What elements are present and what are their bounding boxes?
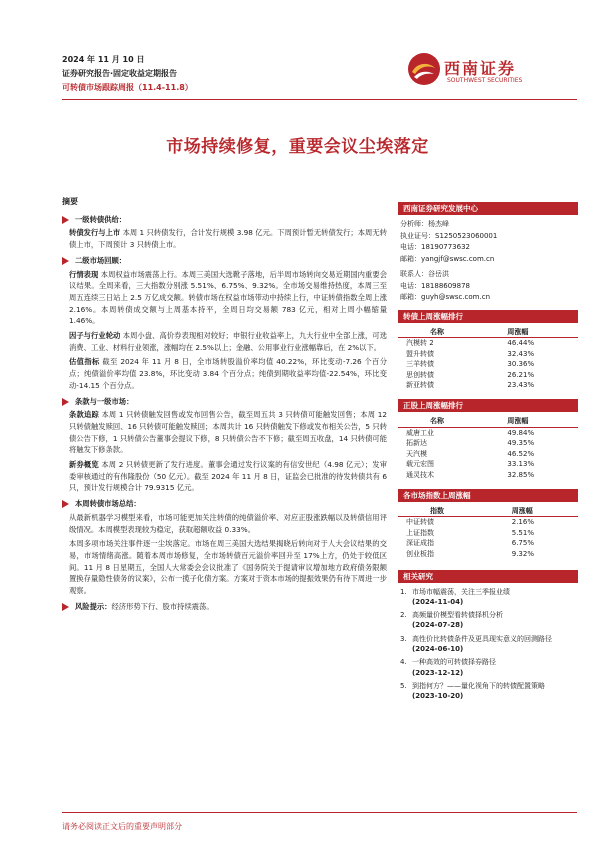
table-row: 天汽模 46.52%	[406, 449, 535, 458]
triangle-bullet-icon	[62, 398, 69, 406]
table-header: 指数 周涨幅	[398, 506, 578, 517]
paragraph: 行情表现 本周权益市场震荡上行。本周三美国大选靴子落地，后半周市场转向交易近期国内重要会议结果。全周来看，三大指数分别涨 5.51%、6.75%、9.32%。全市场交易维持热度，本周三至周五连续三日站上 2.5 万亿成交额。转债市场在权益市场带动中持续上行，中证转债指数全周上涨 2.16%。本周转债成交额与上周基本持平，全周日均交易额 783 亿元，相对上周小幅缩量 1.46%。	[69, 269, 387, 326]
triangle-bullet-icon	[62, 257, 69, 265]
table-row: 创业板指 9.32%	[406, 550, 534, 558]
table-row: 中证转债 2.16%	[406, 518, 534, 527]
analyst-email[interactable]: 邮箱：yangjf@swsc.com.cn	[400, 254, 495, 263]
related-item[interactable]: 3. 高性价比转债条件及更具现实意义的回测路径 (2024-06-10)	[400, 634, 552, 654]
paragraph: 估值指标 截至 2024 年 11 月 8 日，全市场转股溢价率均值 40.22%，环比变动-7.26 个百分点；纯债溢价率均值 23.8%，环比变动 3.84 个百分点；纯债到期收益率均值-22.54%，环比变动-14.15 个百分点。	[69, 357, 388, 390]
analyst-email[interactable]: 邮箱：guyh@swsc.com.cn	[400, 293, 491, 301]
analyst-info	[398, 219, 578, 304]
abstract-label: 摘要	[62, 197, 78, 206]
table-stock-top-gainers	[398, 399, 578, 481]
paragraph: 本周多项市场关注事件逐一尘埃落定。市场在周三美国大选结果揭晓后转向对于人大会议结果的交易，市场情绪高涨。随着本周市场修复，全市场转债百元溢价率回升至 17%上方，仍处于较低区间。11 月 8 日星期五，全国人大常委会会议批准了《国务院关于提请审议增加地方政府债务限额置换存量隐性债务的议案》，公布一揽子化债方案。方案对于资本市场的提振效果仍有待下周进一步观察。	[69, 539, 387, 596]
table-title: 正股上周涨幅排行	[398, 399, 578, 412]
section-summary	[62, 498, 387, 597]
header-rule	[62, 99, 577, 100]
report-date: 2024 年 11 月 10 日	[62, 55, 145, 64]
section-heading: 一级转债供给：	[62, 214, 387, 226]
logo-name-cn: 西南证券	[444, 59, 517, 78]
footer-rule	[62, 812, 577, 813]
paragraph: 从最新机器学习模型来看，市场可能更加关注转债的纯债溢价率、对应正股涨跌幅以及转债信用评级情况。本周模型表现较为稳定，获取超额收益 0.33%。	[69, 512, 387, 534]
report-title: 市场持续修复，重要会议尘埃落定	[166, 137, 429, 157]
table-row: 载元宏图 33.13%	[406, 460, 535, 469]
triangle-bullet-icon	[62, 603, 69, 611]
table-title: 转债上周涨幅排行	[398, 310, 578, 323]
paragraph: 新券概览 本周 2 只转债更新了发行进度。董事会通过发行议案的有信安世纪（4.98 亿元）；发审委审核通过的有伟隆股份（50 亿元）。截至 2024 年 11 月 8 日，证监会已批准的待发转债共有 6 只，预计发行规模合计 79.9315 亿元。	[69, 460, 388, 493]
section-heading: 二级市场回顾：	[62, 255, 387, 267]
analyst-line: 执业证号：S1250523060001	[400, 231, 498, 240]
company-logo	[407, 52, 577, 96]
section-heading: 本周转债市场总结：	[62, 498, 387, 510]
analyst-bar: 西南证券研究发展中心	[398, 202, 578, 215]
report-series: 可转债市场跟踪周报（11.4-11.8）	[62, 83, 193, 92]
table-header: 名称 周涨幅	[398, 416, 578, 427]
section-secondary-market	[62, 255, 387, 392]
related-item[interactable]: 1. 市场市幅震荡，关注三季报业绩 (2024-11-04)	[400, 587, 510, 606]
paragraph: 条款追踪 本周 1 只转债触发回售或发布回售公告，截至周五共 3 只转债可能触发回售；本周 12 只转债触发赎回、16 只转债可能触发赎回；本周共计 16 只转债触发下修或发布相关公告，5 只转债公告下修，1 只转债公告董事会提议下修，8 只转债公告不下修；截至周五收盘，14 只转债可能将触发下修条款。	[69, 410, 388, 455]
table-row: 三羊转债 30.36%	[406, 360, 535, 369]
triangle-bullet-icon	[62, 216, 69, 224]
paragraph: 转债发行与上市 本周 1 只转债发行，合计发行规模 3.98 亿元。下周预计暂无转债发行；本周无转债上市，下周预计 3 只转债上市。	[69, 228, 387, 250]
table-row: 盟升转债 32.43%	[406, 349, 535, 358]
table-row: 深证成指 6.75%	[406, 539, 534, 548]
table-row: 通灵技术 32.85%	[406, 471, 535, 480]
related-item[interactable]: 4. 一种高效的可转债择券路径 (2023-12-12)	[400, 658, 496, 677]
related-research	[398, 570, 578, 702]
report-type: 证券研究报告·固定收益定期报告	[62, 69, 178, 78]
table-row: 威唐工业 49.84%	[406, 428, 535, 437]
related-bar: 相关研究	[398, 570, 578, 583]
logo-mark-icon	[407, 52, 441, 86]
analyst-line: 联系人：谷岳洪	[400, 270, 449, 278]
sidebar-column	[398, 202, 578, 705]
table-row: 拓新达 49.35%	[406, 439, 535, 448]
section-supply	[62, 214, 387, 251]
risk-warning: 风险提示：经济形势下行、股市持续震荡。	[62, 601, 387, 613]
table-title: 各市场指数上周涨幅	[398, 489, 578, 502]
related-item[interactable]: 2. 高频量价模型看转债择机分析 (2024-07-28)	[400, 611, 503, 630]
table-cb-top-gainers	[398, 310, 578, 392]
triangle-bullet-icon	[62, 500, 69, 508]
section-clauses	[62, 396, 387, 495]
footer-disclaimer: 请务必阅读正文后的重要声明部分	[62, 822, 182, 831]
abstract-column	[62, 196, 387, 613]
table-index-performance	[398, 489, 578, 560]
table-row: 汽模转 2 46.44%	[406, 339, 535, 348]
logo-name-en: SOUTHWEST SECURITIES	[447, 77, 523, 84]
table-row: 新亚转债 23.43%	[406, 381, 535, 390]
table-row: 上证指数 5.51%	[406, 528, 534, 537]
table-row: 思创转债 26.21%	[406, 370, 535, 379]
table-header: 名称 周涨幅	[398, 327, 578, 338]
related-item[interactable]: 5. 到指何方？——量化视角下的转债配置策略 (2023-10-20)	[400, 681, 545, 701]
paragraph: 因子与行业轮动 本周小盘、高价券表现相对较好；申银行业收益率上，九大行业中全部上涨，可选消费、工业、材料行业领涨，涨幅均在 2.5%以上；金融、公用事业行业涨幅靠后，在 2%以下。	[69, 331, 387, 352]
section-heading: 条款与一级市场：	[62, 396, 387, 408]
analyst-line: 电话：18190773632	[400, 243, 470, 251]
analyst-line: 分析师：杨杰峰	[400, 220, 449, 228]
analyst-line: 电话：18188609878	[400, 281, 470, 290]
